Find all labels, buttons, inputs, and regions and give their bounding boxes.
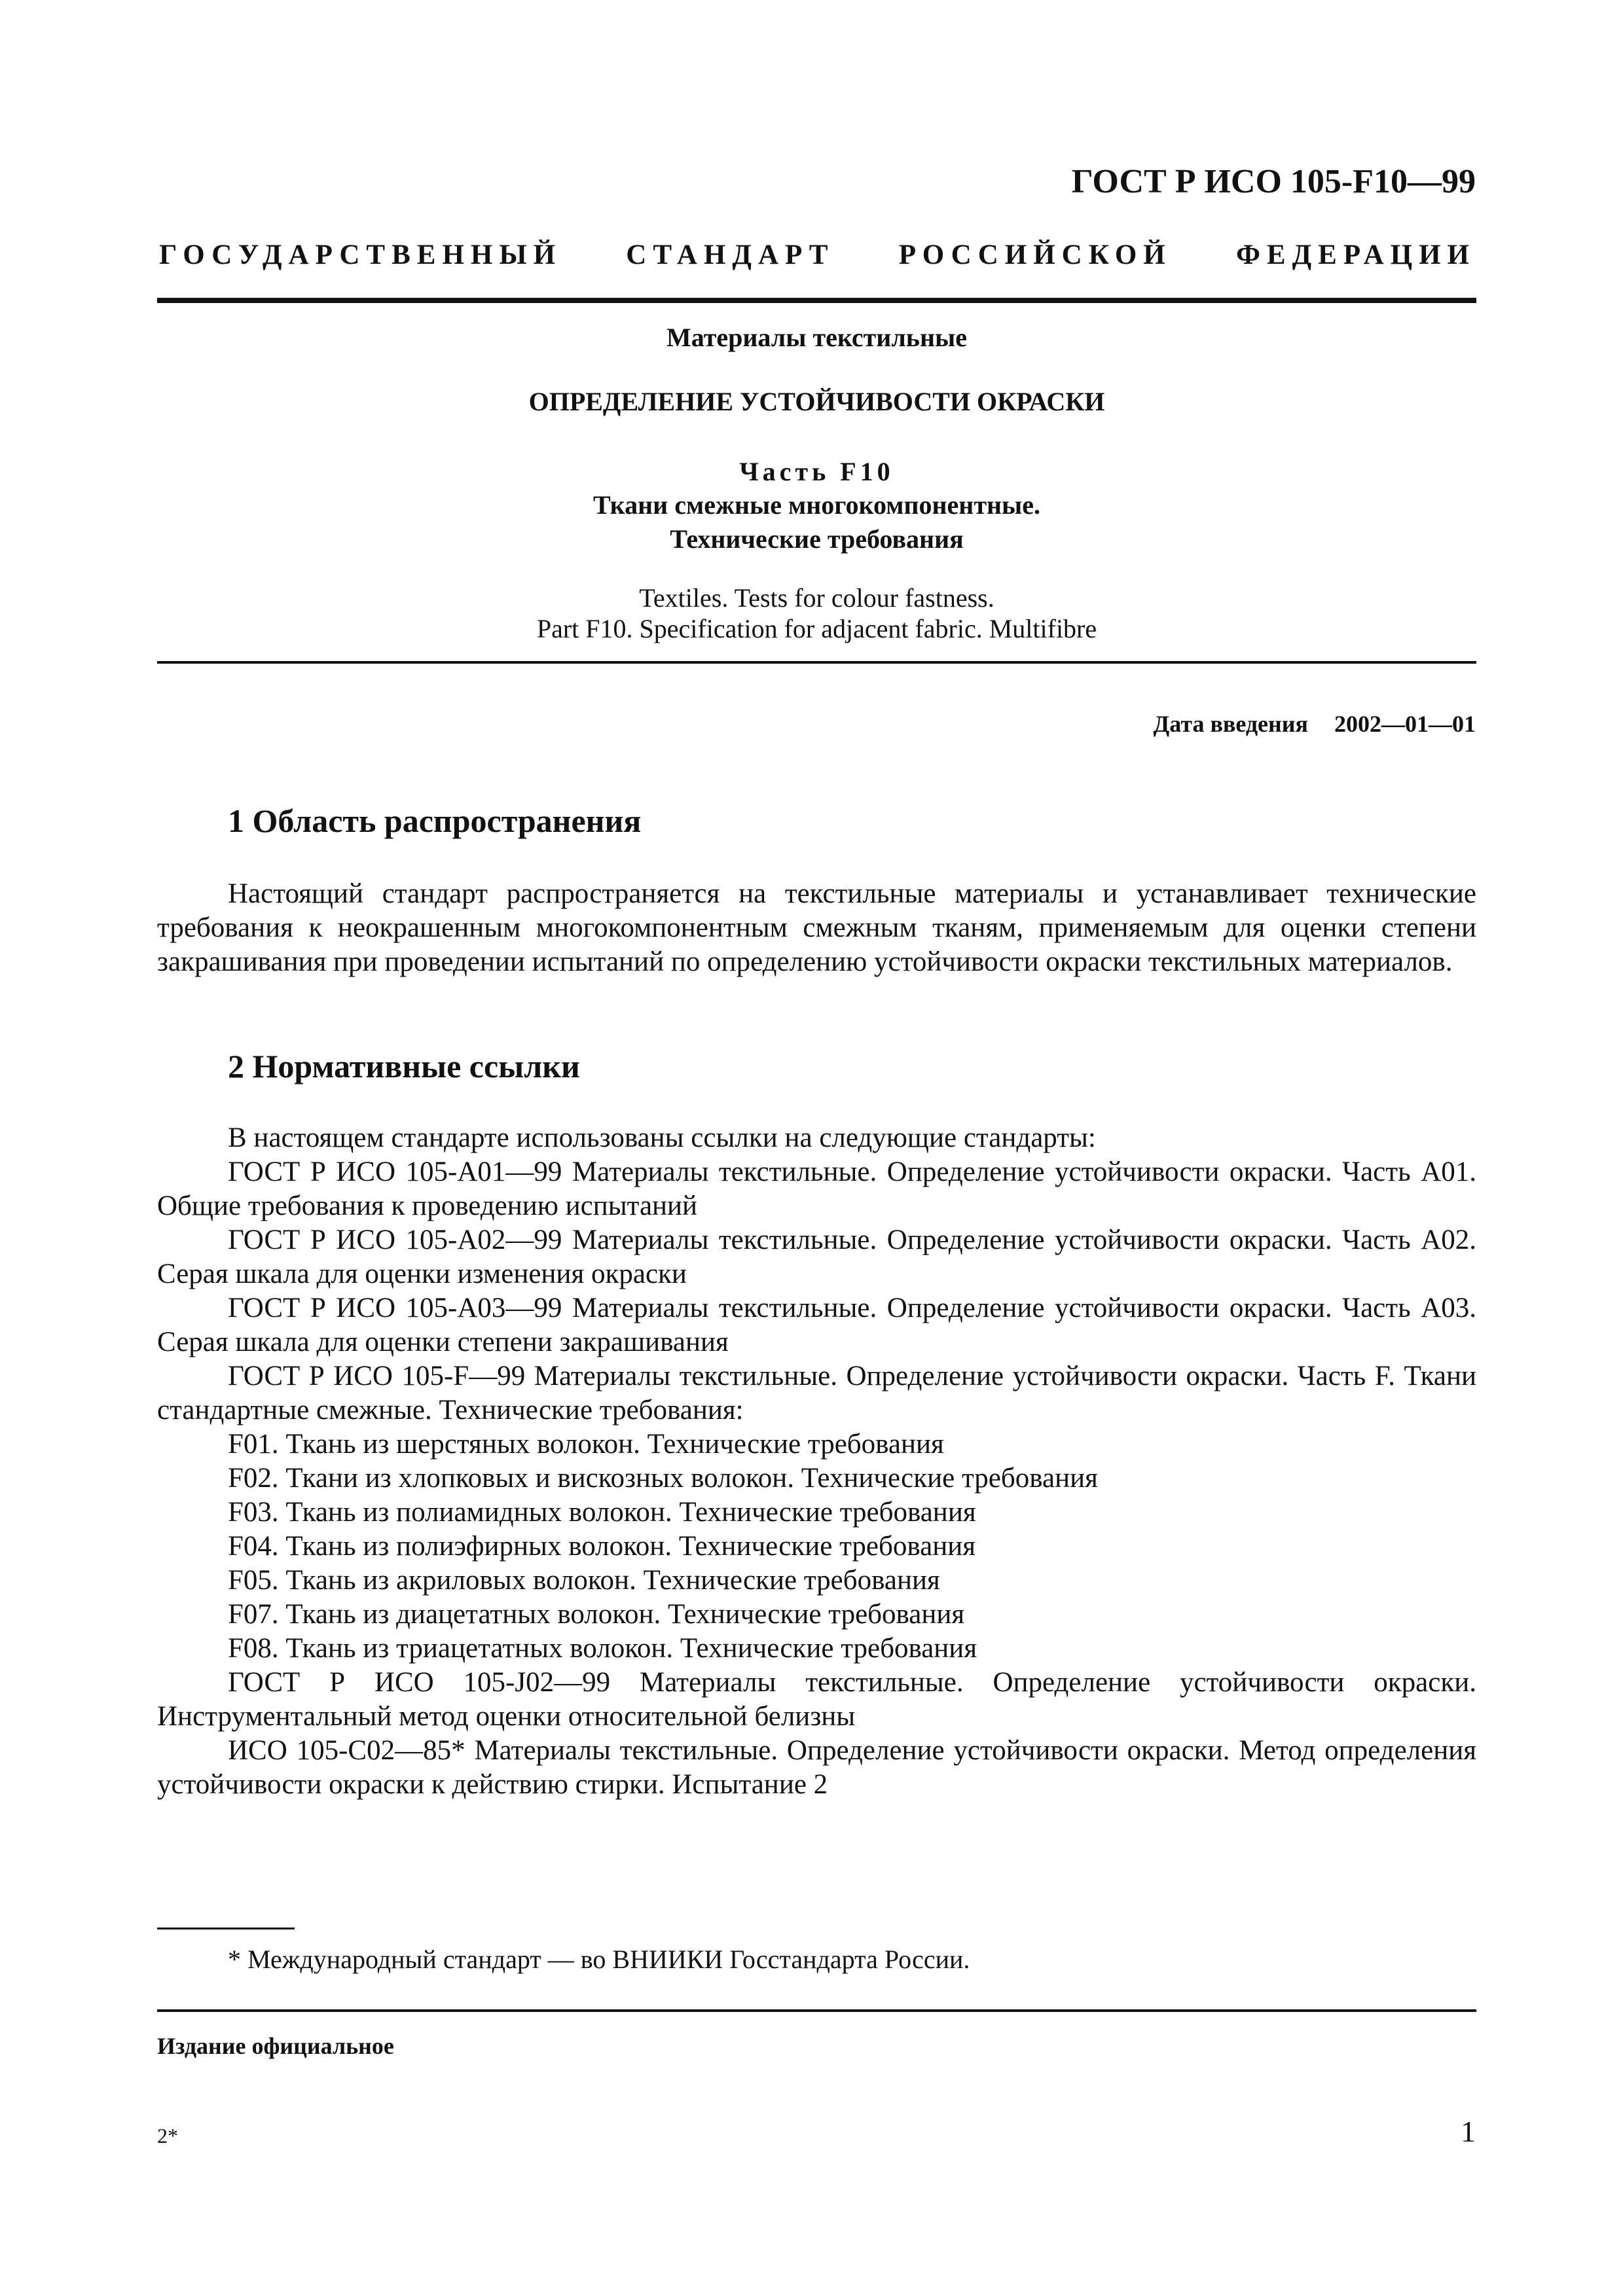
reference-subpart: F03. Ткань из полиамидных волокон. Технические требования — [228, 1497, 976, 1528]
introduction-date-value: 2002—01—01 — [1334, 711, 1476, 737]
reference-subpart: F08. Ткань из триацетатных волокон. Технические требования — [228, 1633, 977, 1664]
reference-item: ГОСТ Р ИСО 105-F—99 Материалы текстильные. Определение устойчивости окраски. Часть F. Ткани стандартные смежные. Технические требования: — [157, 1361, 1476, 1426]
reference-item: ГОСТ Р ИСО 105-А01—99 Материалы текстильные. Определение устойчивости окраски. Часть А01. Общие требования к проведению испытаний — [157, 1157, 1476, 1221]
reference-item: ИСО 105-С02—85* Материалы текстильные. Определение устойчивости окраски. Метод определения устойчивости окраски к действию стирки. Испытание 2 — [157, 1735, 1476, 1800]
title-rule — [157, 661, 1476, 664]
section-1-text: Настоящий стандарт распространяется на текстильные материалы и устанавливает технические требования к неокрашенным многокомпонентным смежным тканям, применяемым для оценки степени закрашивания при проведении испытаний по определению устойчивости окраски текстильных материалов. — [157, 878, 1476, 977]
reference-subpart: F05. Ткань из акриловых волокон. Технические требования — [228, 1565, 940, 1596]
reference-item: ГОСТ Р ИСО 105-J02—99 Материалы текстильные. Определение устойчивости окраски. Инструментальный метод оценки относительной белизны — [157, 1667, 1476, 1732]
title-main: ОПРЕДЕЛЕНИЕ УСТОЙЧИВОСТИ ОКРАСКИ — [528, 387, 1105, 416]
footnote-separator — [157, 1928, 295, 1929]
title-part-line-1: Ткани смежные многокомпонентные. — [593, 490, 1041, 520]
reference-subpart: F01. Ткань из шерстяных волокон. Технические требования — [228, 1429, 944, 1460]
edition-label: Издание официальное — [157, 2033, 394, 2059]
section-2-body — [157, 1121, 1476, 1802]
english-title-line-2: Part F10. Specification for adjacent fabric. Multifibre — [536, 614, 1097, 643]
section-1-heading: 1 Область распространения — [228, 802, 642, 839]
sheet-signature-mark: 2* — [157, 2124, 178, 2147]
page-number: 1 — [1461, 2115, 1476, 2148]
footer-rule — [157, 2009, 1476, 2012]
reference-item: ГОСТ Р ИСО 105-А02—99 Материалы текстильные. Определение устойчивости окраски. Часть А02. Серая шкала для оценки изменения окраски — [157, 1225, 1476, 1289]
section-2-intro: В настоящем стандарте использованы ссылки на следующие стандарты: — [228, 1122, 1096, 1153]
title-part-line-2: Технические требования — [670, 524, 964, 554]
title-subject: Материалы текстильные — [666, 323, 967, 352]
reference-subpart: F07. Ткань из диацетатных волокон. Технические требования — [228, 1599, 965, 1630]
introduction-date-label: Дата введения — [1153, 711, 1308, 737]
title-part-label: Часть F10 — [739, 457, 894, 486]
header-rule — [157, 298, 1476, 303]
reference-subpart: F02. Ткани из хлопковых и вискозных волокон. Технические требования — [228, 1463, 1098, 1494]
reference-item: ГОСТ Р ИСО 105-А03—99 Материалы текстильные. Определение устойчивости окраски. Часть А03. Серая шкала для оценки степени закрашивания — [157, 1293, 1476, 1357]
introduction-date — [1154, 710, 1476, 738]
section-2-heading: 2 Нормативные ссылки — [228, 1048, 580, 1085]
english-title-line-1: Textiles. Tests for colour fastness. — [639, 583, 994, 613]
standard-designation: ГОСТ Р ИСО 105-F10—99 — [1071, 163, 1476, 200]
state-standard-banner: ГОСУДАРСТВЕННЫЙ СТАНДАРТ РОССИЙСКОЙ ФЕДЕРАЦИИ — [159, 240, 1476, 270]
footnote: * Международный стандарт — во ВНИИКИ Госстандарта России. — [228, 1945, 970, 1974]
reference-subpart: F04. Ткань из полиэфирных волокон. Технические требования — [228, 1531, 976, 1562]
